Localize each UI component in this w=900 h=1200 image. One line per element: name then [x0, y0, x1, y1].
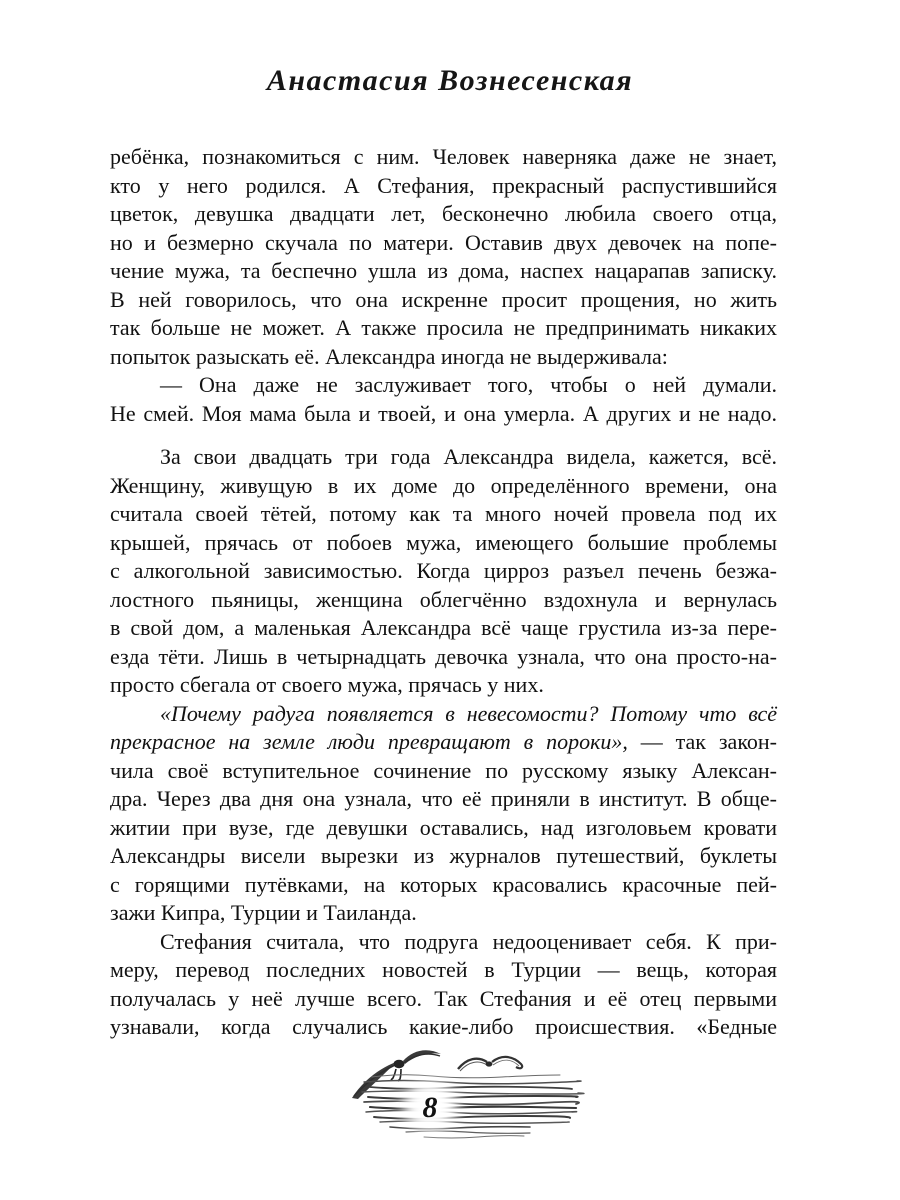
text-line: получалась у неё лучше всего. Так Стефания и её отец первыми [110, 985, 777, 1011]
text-line: дра. Через два дня она узнала, что её приняли в институт. В обще- [110, 786, 777, 811]
text-line: езда тёти. Лишь в четырнадцать девочка узнала, что она просто-на- [110, 643, 777, 669]
text-line: узнавали, когда случались какие-либо происшествия. «Бедные [110, 1014, 777, 1039]
text-line: лостного пьяницы, женщина облегчённо вздохнула и вернулась [110, 586, 777, 612]
text-line: В ней говорилось, что она искренне просит прощения, но жить [110, 286, 777, 312]
text-line: житии при вузе, где девушки оставались, над изголовьем кровати [110, 814, 777, 840]
text-line: За свои двадцать три года Александра видела, кажется, всё. [160, 444, 777, 469]
text-line: чение мужа, та беспечно ушла из дома, наспех нацарапав записку. [110, 258, 777, 283]
author-header: Анастасия Вознесенская [266, 64, 634, 97]
page-number: 8 [422, 1091, 438, 1124]
text-line: просто сбегала от своего мужа, прячась у них. [110, 672, 544, 697]
text-line: так больше не может. А также просила не предпринимать никаких [110, 315, 777, 340]
page-text-column [110, 143, 777, 1042]
text-line: меру, перевод последних новостей в Турции — вещь, которая [110, 957, 777, 982]
text-line: в свой дом, а маленькая Александра всё чаще грустила из-за пере- [110, 615, 777, 640]
text-line: кто у него родился. А Стефания, прекрасный распустившийся [110, 172, 777, 198]
text-line: но и безмерно скучала по матери. Оставив двух девочек на попе- [110, 229, 777, 255]
paragraph-dialogue [110, 371, 777, 428]
text-line: Александры висели вырезки из журналов путешествий, буклеты [110, 843, 777, 868]
text-line: — Она даже не заслуживает того, чтобы о ней думали. [160, 372, 777, 397]
text-line: цветок, девушка двадцати лет, бесконечно любила своего отца, [110, 201, 777, 226]
footer-illustration [350, 1044, 600, 1149]
text-line: Стефания считала, что подруга недооценивает себя. К при- [160, 928, 777, 954]
text-line-mixed [110, 728, 777, 757]
seagulls-water-illustration [350, 1044, 600, 1149]
paragraph-stefania [110, 928, 777, 1042]
text-line: Женщину, живущую в их доме до определённого времени, она [110, 472, 777, 498]
text-line: крышей, прячась от побоев мужа, имеющего большие проблемы [110, 529, 777, 555]
text-line: с горящими путёвками, на которых красовались красочные пей- [110, 871, 777, 897]
text-line: зажи Кипра, Турции и Таиланда. [110, 900, 417, 925]
text-line: считала своей тётей, потому как та много ночей провела под их [110, 501, 777, 526]
text-line: ребёнка, познакомиться с ним. Человек наверняка даже не знает, [110, 144, 777, 169]
text-line: Не смей. Моя мама была и твоей, и она умерла. А других и не надо. [110, 400, 777, 426]
regular-text: — так закон- [627, 729, 777, 754]
paragraph-backstory [110, 443, 777, 700]
italic-quote-text: прекрасное на земле люди превращают в пороки», [110, 729, 628, 754]
text-line: попыток разыскать её. Александра иногда не выдерживала: [110, 343, 668, 369]
paragraph-continuation [110, 143, 777, 371]
seagull-right-icon [458, 1057, 522, 1071]
paragraph-essay-quote [110, 700, 777, 928]
text-line: с алкогольной зависимостью. Когда цирроз разъел печень безжа- [110, 558, 777, 583]
text-line: чила своё вступительное сочинение по русскому языку Алексан- [110, 757, 777, 783]
text-line-italic: «Почему радуга появляется в невесомости? Потому что всё [160, 700, 777, 726]
water-waves-sketch [362, 1075, 584, 1138]
